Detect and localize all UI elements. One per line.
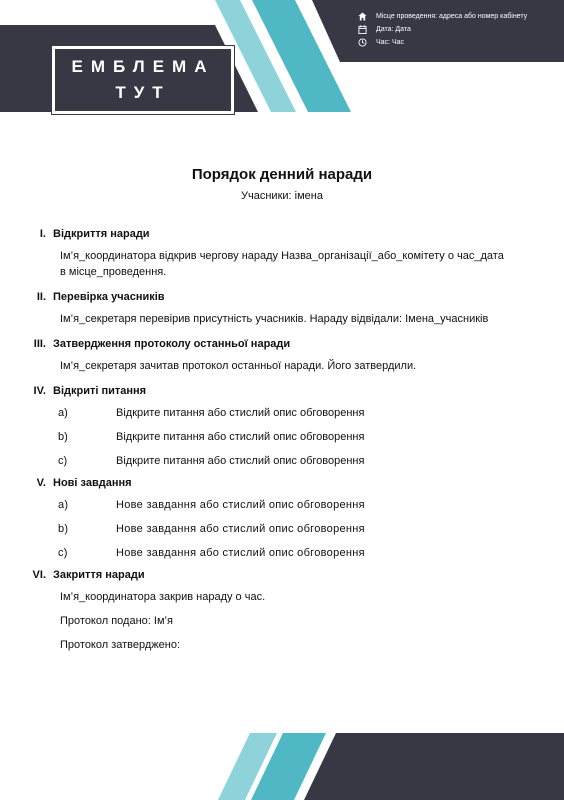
section-body: Ім’я_секретаря зачитав протокол останньої наради. Його затвердили. [60, 360, 417, 372]
list-item [0, 545, 564, 561]
section-4 [0, 385, 564, 469]
section-heading: Затвердження протоколу останньої наради [53, 338, 291, 350]
logo-placeholder [52, 46, 234, 114]
item-letter: a) [58, 407, 68, 419]
item-text: Нове завдання або стислий опис обговорення [116, 547, 365, 559]
item-letter: b) [58, 523, 69, 535]
section-heading: Відкриті питання [53, 385, 147, 397]
sub-list [0, 497, 564, 561]
list-item [0, 497, 564, 513]
section-3 [0, 338, 564, 374]
list-item [0, 453, 564, 469]
section-heading: Відкриття наради [53, 228, 150, 240]
item-letter: a) [58, 499, 69, 511]
meeting-info [358, 10, 527, 49]
section-number: II. [36, 291, 46, 303]
list-item [0, 405, 564, 421]
section-heading: Нові завдання [53, 477, 132, 489]
agenda [0, 228, 564, 664]
section-number: III. [33, 338, 46, 350]
closing-paragraphs [0, 589, 564, 653]
section-heading: Закриття наради [53, 569, 145, 581]
section-number: V. [36, 477, 46, 489]
section-body: Ім’я_координатора відкрив чергову нараду Назва_організації_або_комітету о час_дата в місце_проведення. [60, 250, 504, 278]
list-item [0, 521, 564, 537]
time-text: Час: Час [376, 39, 405, 46]
calendar-icon [358, 25, 367, 34]
section-5 [0, 477, 564, 561]
item-text: Відкрите питання або стислий опис обговорення [116, 431, 365, 443]
section-heading: Перевірка учасників [53, 291, 165, 303]
participants-subtitle: Учасники: імена [241, 190, 323, 202]
logo-line-1: ЕМБЛЕМА [71, 57, 215, 76]
home-icon [358, 12, 367, 21]
page-title: Порядок денний наради [191, 166, 373, 183]
date-row [358, 23, 527, 36]
clock-icon [358, 38, 367, 47]
date-text: Дата: Дата [376, 26, 411, 33]
paragraph: Ім’я_координатора закрив нараду о час. [60, 591, 266, 603]
section-6 [0, 569, 564, 653]
section-body: Ім’я_секретаря перевірив присутність учасників. Нараду відвідали: Імена_учасників [60, 313, 489, 325]
footer-decoration [0, 733, 564, 800]
section-number: I. [39, 228, 46, 240]
item-text: Відкрите питання або стислий опис обговорення [116, 455, 365, 467]
location-row [358, 10, 527, 23]
section-2 [0, 291, 564, 327]
location-text: Місце проведення: адреса або номер кабінету [376, 13, 528, 20]
time-row [358, 36, 527, 49]
item-text: Нове завдання або стислий опис обговорення [116, 523, 365, 535]
item-letter: b) [58, 431, 68, 443]
sub-list [0, 405, 564, 469]
section-1 [0, 228, 564, 280]
list-item [0, 429, 564, 445]
logo-line-2: ТУТ [115, 83, 171, 102]
paragraph: Протокол подано: Ім’я [60, 615, 173, 627]
item-letter: c) [58, 455, 68, 467]
item-letter: c) [58, 547, 68, 559]
item-text: Відкрите питання або стислий опис обговорення [116, 407, 365, 419]
section-number: VI. [32, 569, 46, 581]
paragraph: Протокол затверджено: [60, 639, 181, 651]
section-number: IV. [33, 385, 46, 397]
item-text: Нове завдання або стислий опис обговорення [116, 499, 365, 511]
